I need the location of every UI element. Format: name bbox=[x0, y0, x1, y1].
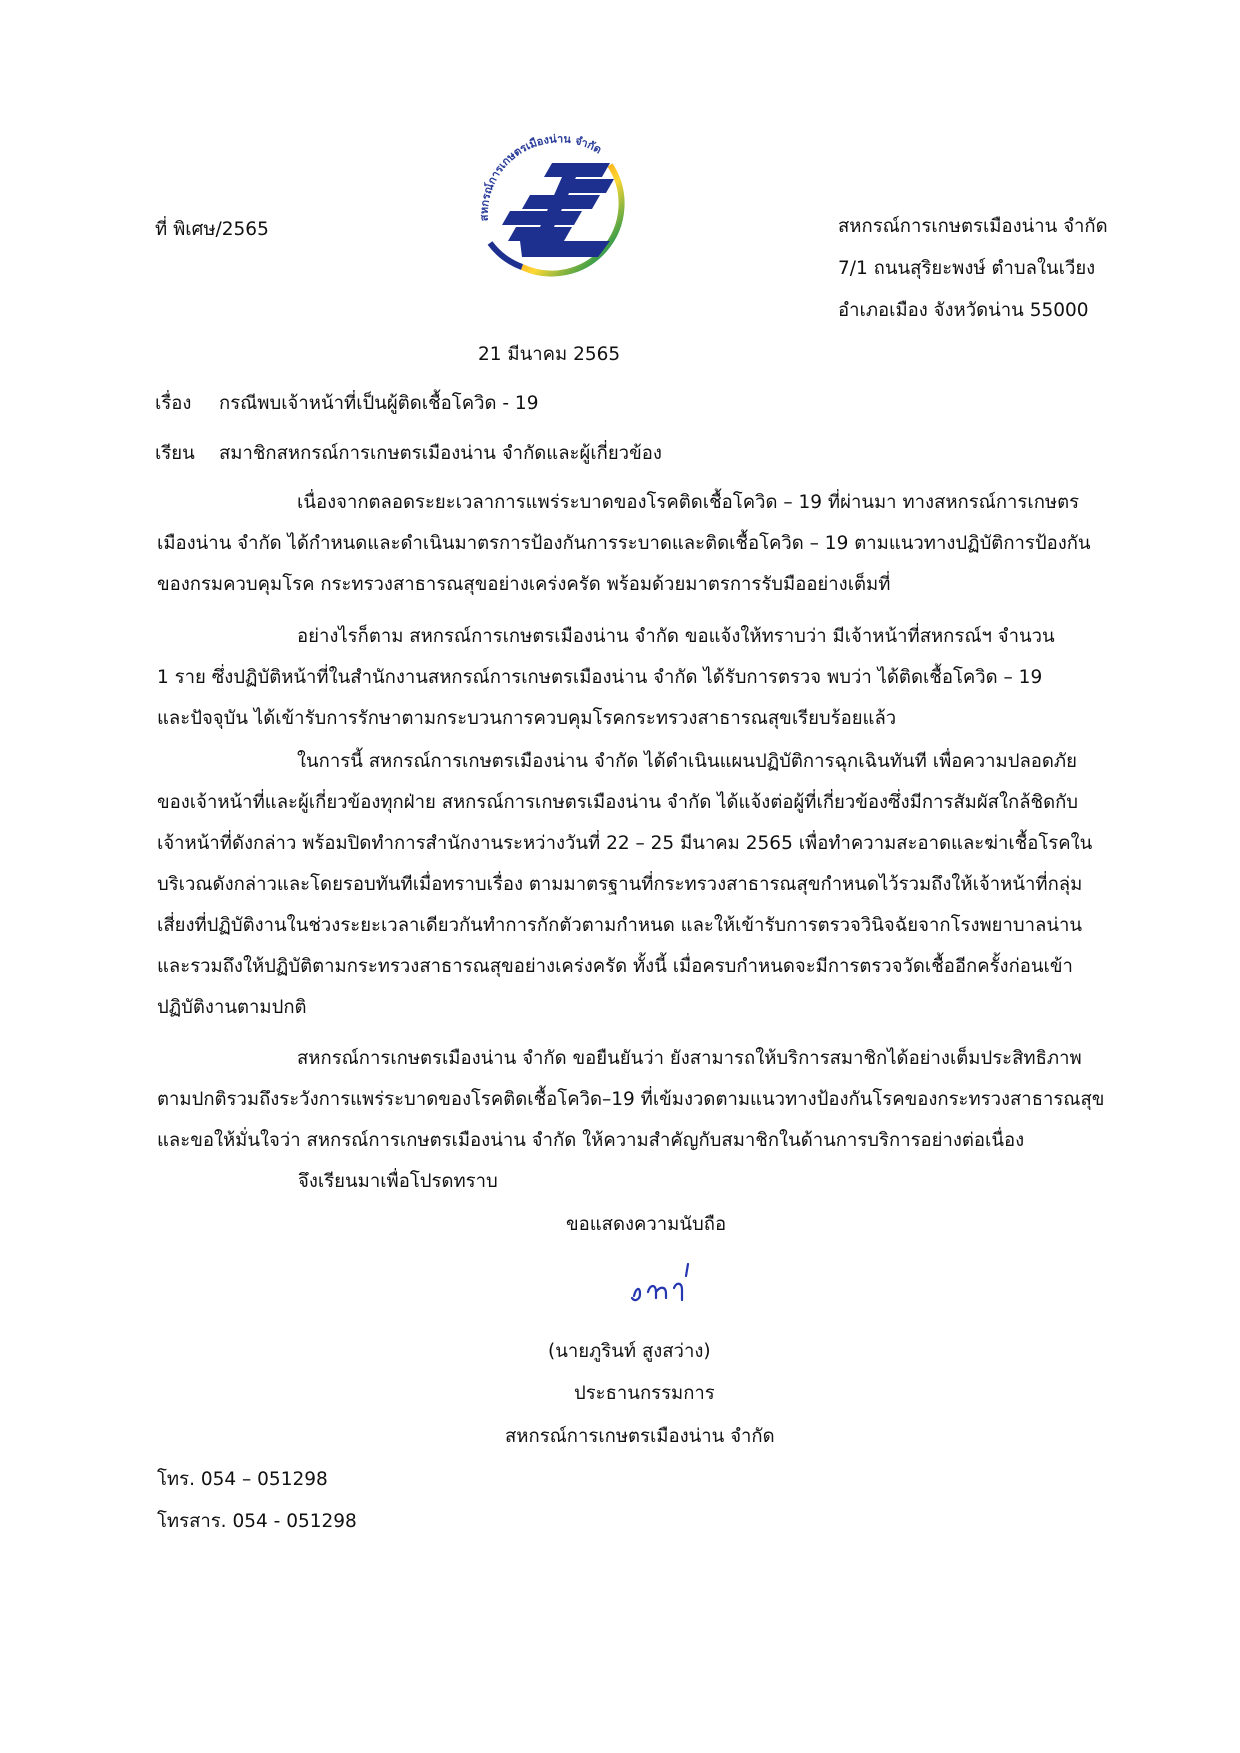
sender-address bbox=[838, 212, 1108, 338]
cooperative-logo-icon bbox=[460, 117, 652, 279]
telephone-number: โทร. 054 – 051298 bbox=[157, 1469, 328, 1490]
paragraph-line: และขอให้มั่นใจว่า สหกรณ์การเกษตรเมืองน่าน จำกัด ให้ความสำคัญกับสมาชิกในด้านการบริการอย่างต่อเนื่อง bbox=[157, 1130, 1025, 1151]
address-line: สหกรณ์การเกษตรเมืองน่าน จำกัด bbox=[838, 216, 1108, 237]
subject-text: กรณีพบเจ้าหน้าที่เป็นผู้ติดเชื้อโควิด - 19 bbox=[219, 393, 539, 414]
signer-name: (นายภูรินท์ สูงสว่าง) bbox=[548, 1341, 711, 1362]
signer-title: ประธานกรรมการ bbox=[574, 1383, 715, 1404]
fax-number: โทรสาร. 054 - 051298 bbox=[157, 1511, 357, 1532]
address-line: อำเภอเมือง จังหวัดน่าน 55000 bbox=[838, 300, 1089, 321]
body-paragraph bbox=[157, 1042, 1127, 1165]
paragraph-line: อย่างไรก็ตาม สหกรณ์การเกษตรเมืองน่าน จำกัด ขอแจ้งให้ทราบว่า มีเจ้าหน้าที่สหกรณ์ฯ จำนวน bbox=[297, 626, 1055, 647]
regards-line: ขอแสดงความนับถือ bbox=[566, 1214, 727, 1235]
signer-organization: สหกรณ์การเกษตรเมืองน่าน จำกัด bbox=[505, 1426, 775, 1447]
recipient-text: สมาชิกสหกรณ์การเกษตรเมืองน่าน จำกัดและผู้เกี่ยวข้อง bbox=[219, 443, 662, 464]
paragraph-line: ตามปกติรวมถึงระวังการแพร่ระบาดของโรคติดเชื้อโควิด–19 ที่เข้มงวดตามแนวทางป้องกันโรคของกระทรวงสาธารณสุข bbox=[157, 1089, 1105, 1110]
recipient-label: เรียน bbox=[155, 443, 195, 464]
paragraph-line: ปฏิบัติงานตามปกติ bbox=[157, 997, 307, 1018]
paragraph-line: 1 ราย ซึ่งปฏิบัติหน้าที่ในสำนักงานสหกรณ์การเกษตรเมืองน่าน จำกัด ได้รับการตรวจ พบว่า ได้ติดเชื้อโควิด – 19 bbox=[157, 667, 1043, 688]
paragraph-line: สหกรณ์การเกษตรเมืองน่าน จำกัด ขอยืนยันว่า ยังสามารถให้บริการสมาชิกได้อย่างเต็มประสิทธิภาพ bbox=[297, 1048, 1082, 1069]
paragraph-line: ของเจ้าหน้าที่และผู้เกี่ยวข้องทุกฝ่าย สหกรณ์การเกษตรเมืองน่าน จำกัด ได้แจ้งต่อผู้ที่เกี่ยวข้องซึ่งมีการสัมผัสใกล้ชิดกับ bbox=[157, 792, 1079, 813]
paragraph-line: เสี่ยงที่ปฏิบัติงานในช่วงระยะเวลาเดียวกันทำการกักตัวตามกำหนด และให้เข้ารับการตรวจวินิจฉัยจากโรงพยาบาลน่าน bbox=[157, 915, 1083, 936]
paragraph-line: ในการนี้ สหกรณ์การเกษตรเมืองน่าน จำกัด ได้ดำเนินแผนปฏิบัติการฉุกเฉินทันที เพื่อความปลอดภัย bbox=[297, 751, 1077, 772]
closing-line: จึงเรียนมาเพื่อโปรดทราบ bbox=[298, 1171, 498, 1192]
paragraph-line: เจ้าหน้าที่ดังกล่าว พร้อมปิดทำการสำนักงานระหว่างวันที่ 22 – 25 มีนาคม 2565 เพื่อทำความสะอาดและฆ่าเชื้อโรคใน bbox=[157, 833, 1093, 854]
paragraph-line: และรวมถึงให้ปฏิบัติตามกระทรวงสาธารณสุขอย่างเคร่งครัด ทั้งนี้ เมื่อครบกำหนดจะมีการตรวจวัดเชื้ออีกครั้งก่อนเข้า bbox=[157, 956, 1073, 977]
logo-ring-text: สหกรณ์การเกษตรเมืองน่าน จำกัด bbox=[477, 132, 604, 222]
subject-line bbox=[155, 392, 538, 416]
handwritten-signature bbox=[626, 1258, 698, 1308]
paragraph-line: และปัจจุบัน ได้เข้ารับการรักษาตามกระบวนการควบคุมโรคกระทรวงสาธารณสุขเรียบร้อยแล้ว bbox=[157, 708, 897, 729]
address-line: 7/1 ถนนสุริยะพงษ์ ตำบลในเวียง bbox=[838, 258, 1096, 279]
paragraph-line: เนื่องจากตลอดระยะเวลาการแพร่ระบาดของโรคติดเชื้อโควิด – 19 ที่ผ่านมา ทางสหกรณ์การเกษตร bbox=[297, 492, 1080, 513]
paragraph-line: ของกรมควบคุมโรค กระทรวงสาธารณสุขอย่างเคร่งครัด พร้อมด้วยมาตรการรับมืออย่างเต็มที่ bbox=[157, 574, 891, 595]
reference-number: ที่ พิเศษ/2565 bbox=[155, 219, 269, 240]
body-paragraph bbox=[157, 486, 1127, 609]
body-paragraph bbox=[157, 745, 1127, 1032]
paragraph-line: บริเวณดังกล่าวและโดยรอบทันทีเมื่อทราบเรื่อง ตามมาตรฐานที่กระทรวงสาธารณสุขกำหนดไว้รวมถึงให้เจ้าหน้าที่กลุ่ม bbox=[157, 874, 1083, 895]
letter-date: 21 มีนาคม 2565 bbox=[478, 344, 621, 365]
body-paragraph bbox=[157, 620, 1127, 743]
subject-label: เรื่อง bbox=[155, 393, 192, 414]
paragraph-line: เมืองน่าน จำกัด ได้กำหนดและดำเนินมาตรการป้องกันการระบาดและติดเชื้อโควิด – 19 ตามแนวทางปฏิบัติการป้องกัน bbox=[157, 533, 1091, 554]
recipient-line bbox=[155, 442, 662, 466]
